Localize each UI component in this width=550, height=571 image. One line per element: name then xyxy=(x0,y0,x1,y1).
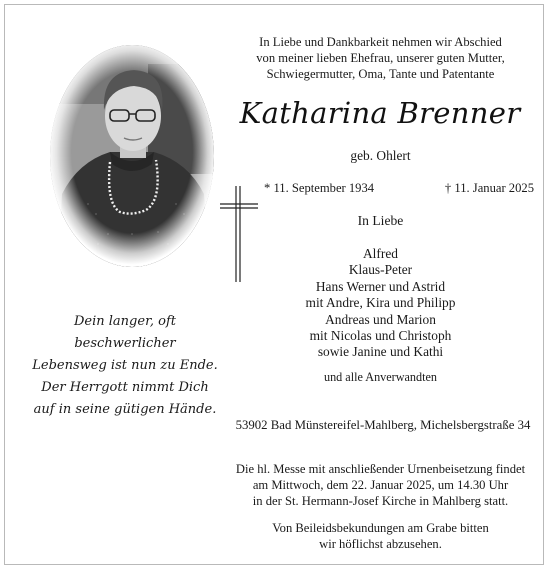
intro-line: von meiner lieben Ehefrau, unserer guten Mutter, xyxy=(256,51,505,65)
family-member: sowie Janine und Kathi xyxy=(317,344,444,360)
address: 53902 Bad Münstereifel-Mahlberg, Michelsbergstraße 34 xyxy=(235,418,531,432)
family-member: mit Andre, Kira und Philipp xyxy=(305,295,456,311)
intro-text xyxy=(218,34,543,82)
life-dates xyxy=(264,181,534,196)
in-love-heading: In Liebe xyxy=(357,213,404,228)
birth-date: * 11. September 1934 xyxy=(264,181,375,195)
deceased-name: Katharina Brenner xyxy=(239,96,521,130)
mass-info xyxy=(218,461,543,509)
mass-line: am Mittwoch, dem 22. Januar 2025, um 14.30 Uhr xyxy=(252,478,509,492)
condolence-line: Von Beileidsbekundungen am Grabe bitten xyxy=(272,521,489,535)
poem-line: Lebensweg ist nun zu Ende. xyxy=(32,358,218,373)
family-member: Hans Werner und Astrid xyxy=(315,278,446,294)
born-name: geb. Ohlert xyxy=(350,148,411,163)
poem-line: Dein langer, oft beschwerlicher xyxy=(74,314,176,351)
condolence-note xyxy=(218,520,543,552)
family-member: Alfred xyxy=(363,246,398,261)
intro-line: Schwiegermutter, Oma, Tante und Patentante xyxy=(266,67,495,81)
family-member: mit Nicolas und Christoph xyxy=(309,328,452,344)
poem-line: auf in seine gütigen Hände. xyxy=(33,402,217,417)
family-list xyxy=(218,246,543,361)
relatives-text: und alle Anverwandten xyxy=(323,370,438,384)
mass-line: Die hl. Messe mit anschließender Urnenbeisetzung findet xyxy=(235,462,526,476)
death-date: † 11. Januar 2025 xyxy=(444,181,534,195)
cross-icon xyxy=(218,184,260,289)
condolence-line: wir höflichst abzusehen. xyxy=(319,537,442,551)
intro-line: In Liebe und Dankbarkeit nehmen wir Abschied xyxy=(259,35,502,49)
family-member: Klaus-Peter xyxy=(348,262,413,278)
family-member: Andreas und Marion xyxy=(325,311,436,327)
mass-line: in der St. Hermann-Josef Kirche in Mahlberg statt. xyxy=(252,494,509,508)
portrait-photo xyxy=(48,44,216,269)
poem xyxy=(30,311,220,421)
poem-line: Der Herrgott nimmt Dich xyxy=(41,380,209,395)
